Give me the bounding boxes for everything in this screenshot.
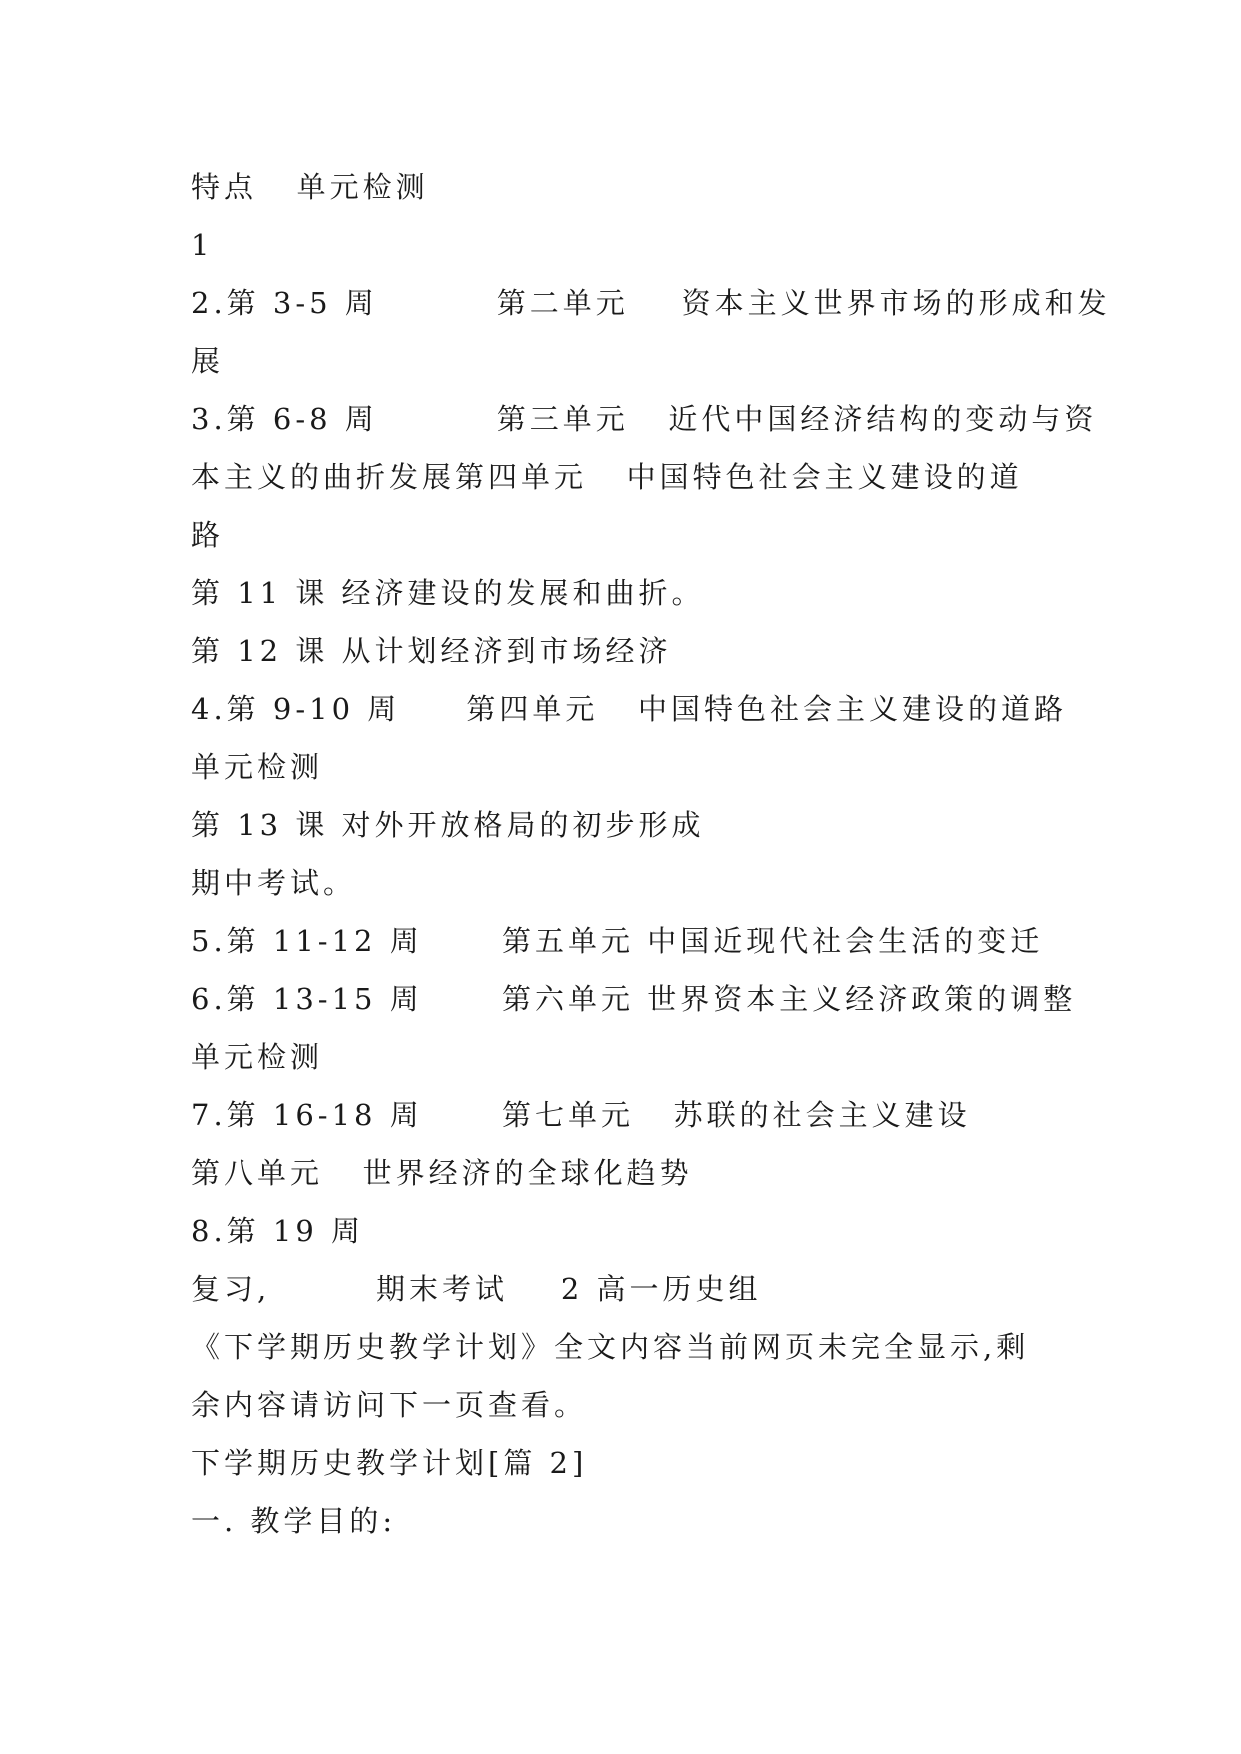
- text-line: 特点 单元检测: [191, 170, 429, 204]
- text-line: 复习, 期末考试 2 高一历史组: [191, 1272, 762, 1306]
- text-line: 路: [191, 518, 225, 552]
- text-line: 余内容请访问下一页查看。: [191, 1388, 588, 1422]
- text-line: 期中考试。: [191, 866, 357, 900]
- text-line: 8.第 19 周: [191, 1214, 365, 1248]
- subsection-heading: 一. 教学目的:: [191, 1504, 397, 1538]
- text-line: 2.第 3-5 周 第二单元 资本主义世界市场的形成和发: [191, 286, 1111, 320]
- text-line: 3.第 6-8 周 第三单元 近代中国经济结构的变动与资: [191, 402, 1098, 436]
- text-line: 《下学期历史教学计划》全文内容当前网页未完全显示,剩: [191, 1330, 1030, 1364]
- text-line: 4.第 9-10 周 第四单元 中国特色社会主义建设的道路: [191, 692, 1068, 726]
- text-line: 第 11 课 经济建设的发展和曲折。: [191, 576, 705, 610]
- text-line: 第 13 课 对外开放格局的初步形成: [191, 808, 705, 842]
- text-line: 7.第 16-18 周 第七单元 苏联的社会主义建设: [191, 1098, 971, 1132]
- text-line: 第八单元 世界经济的全球化趋势: [191, 1156, 693, 1190]
- text-line: 6.第 13-15 周 第六单元 世界资本主义经济政策的调整: [191, 982, 1077, 1016]
- text-line: 本主义的曲折发展第四单元 中国特色社会主义建设的道: [191, 460, 1023, 494]
- text-line: 第 12 课 从计划经济到市场经济: [191, 634, 672, 668]
- document-body: [191, 158, 1111, 1550]
- text-line: 展: [191, 344, 225, 378]
- text-line: 1: [191, 228, 214, 262]
- text-line: 单元检测: [191, 750, 324, 784]
- text-line: 单元检测: [191, 1040, 324, 1074]
- section-heading: 下学期历史教学计划[篇 2]: [191, 1446, 588, 1480]
- text-line: 5.第 11-12 周 第五单元 中国近现代社会生活的变迁: [191, 924, 1044, 958]
